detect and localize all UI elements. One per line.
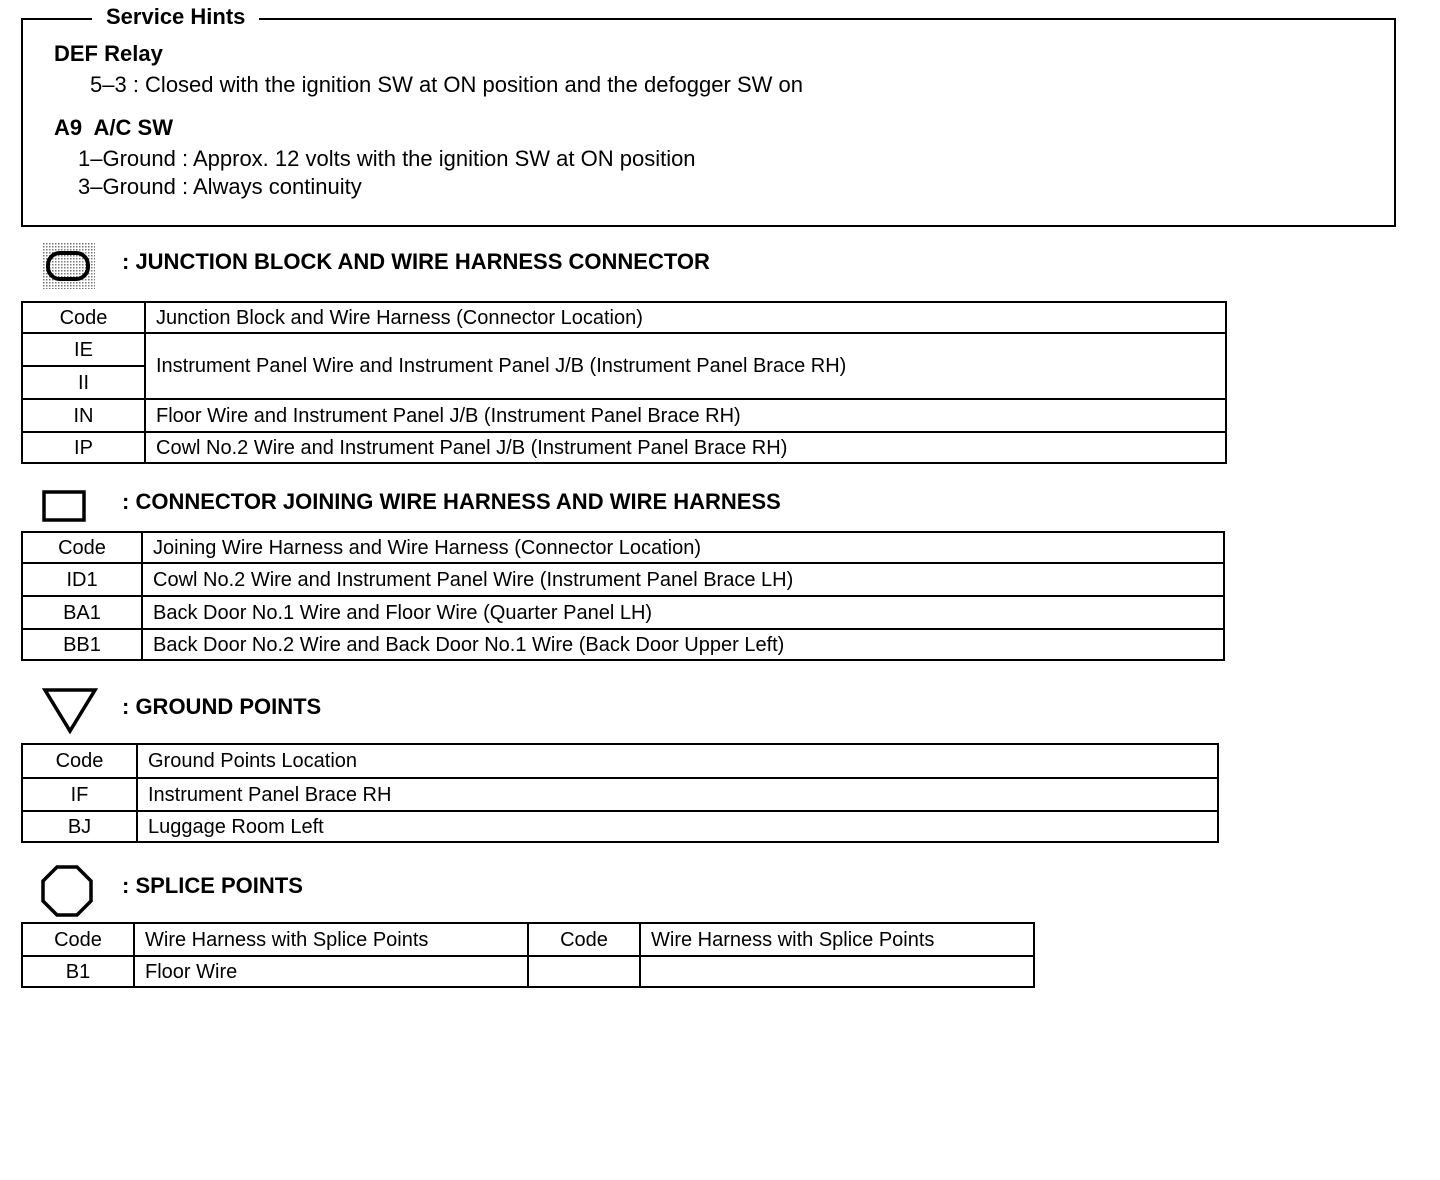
description-cell: Luggage Room Left xyxy=(137,811,1218,842)
description-header: Ground Points Location xyxy=(137,744,1218,778)
def-relay-hint-line: 5–3 : Closed with the ignition SW at ON position and the defogger SW on xyxy=(90,72,803,97)
description-cell: Instrument Panel Wire and Instrument Panel J/B (Instrument Panel Brace RH) xyxy=(145,333,1226,399)
code-cell: IN xyxy=(22,399,145,432)
connector-table xyxy=(21,531,1225,661)
code-cell: IF xyxy=(22,778,137,811)
service-hints-title: Service Hints xyxy=(92,4,259,30)
table-header-row xyxy=(22,532,1224,563)
description-cell xyxy=(640,956,1034,987)
code-cell: IP xyxy=(22,432,145,463)
table-row xyxy=(22,629,1224,660)
connector-section-title: : CONNECTOR JOINING WIRE HARNESS AND WIRE HARNESS xyxy=(122,489,781,514)
table-row xyxy=(22,956,1034,987)
code-cell: BJ xyxy=(22,811,137,842)
description-cell: Floor Wire xyxy=(134,956,528,987)
table-row xyxy=(22,596,1224,629)
splice-table xyxy=(21,922,1035,988)
table-row xyxy=(22,778,1218,811)
table-header-row xyxy=(22,744,1218,778)
code-cell: II xyxy=(22,366,145,399)
table-row xyxy=(22,563,1224,596)
description-header: Wire Harness with Splice Points xyxy=(640,923,1034,956)
ac-sw-hint-line-1: 1–Ground : Approx. 12 volts with the ignition SW at ON position xyxy=(78,146,696,171)
junction-block-connector-icon xyxy=(43,243,95,289)
ac-sw-hint-line-2: 3–Ground : Always continuity xyxy=(78,174,362,199)
description-header: Wire Harness with Splice Points xyxy=(134,923,528,956)
ground-section-title: : GROUND POINTS xyxy=(122,694,322,719)
table-row xyxy=(22,811,1218,842)
code-cell xyxy=(528,956,640,987)
table-row xyxy=(22,399,1226,432)
ac-sw-heading: A9 A/C SW xyxy=(54,115,173,140)
code-header: Code xyxy=(22,532,142,563)
table-row xyxy=(22,432,1226,463)
description-cell: Cowl No.2 Wire and Instrument Panel J/B (Instrument Panel Brace RH) xyxy=(145,432,1226,463)
ground-triangle-icon xyxy=(42,688,98,734)
code-cell: BB1 xyxy=(22,629,142,660)
splice-section-title: : SPLICE POINTS xyxy=(122,873,303,898)
table-header-row xyxy=(22,923,1034,956)
code-cell: BA1 xyxy=(22,596,142,629)
description-cell: Cowl No.2 Wire and Instrument Panel Wire (Instrument Panel Brace LH) xyxy=(142,563,1224,596)
description-cell: Back Door No.1 Wire and Floor Wire (Quarter Panel LH) xyxy=(142,596,1224,629)
code-cell: IE xyxy=(22,333,145,366)
junction-section-title: : JUNCTION BLOCK AND WIRE HARNESS CONNECTOR xyxy=(122,249,710,274)
description-header: Junction Block and Wire Harness (Connector Location) xyxy=(145,302,1226,333)
code-header: Code xyxy=(22,302,145,333)
description-cell: Floor Wire and Instrument Panel J/B (Instrument Panel Brace RH) xyxy=(145,399,1226,432)
def-relay-heading: DEF Relay xyxy=(54,41,163,66)
code-cell: ID1 xyxy=(22,563,142,596)
code-header: Code xyxy=(22,923,134,956)
description-cell: Back Door No.2 Wire and Back Door No.1 Wire (Back Door Upper Left) xyxy=(142,629,1224,660)
connector-rectangle-icon xyxy=(42,490,86,522)
code-header: Code xyxy=(528,923,640,956)
table-header-row xyxy=(22,302,1226,333)
description-header: Joining Wire Harness and Wire Harness (Connector Location) xyxy=(142,532,1224,563)
table-row xyxy=(22,333,1226,366)
junction-table xyxy=(21,301,1227,464)
splice-octagon-icon xyxy=(40,864,94,918)
code-cell: B1 xyxy=(22,956,134,987)
code-header: Code xyxy=(22,744,137,778)
ground-table xyxy=(21,743,1219,843)
description-cell: Instrument Panel Brace RH xyxy=(137,778,1218,811)
